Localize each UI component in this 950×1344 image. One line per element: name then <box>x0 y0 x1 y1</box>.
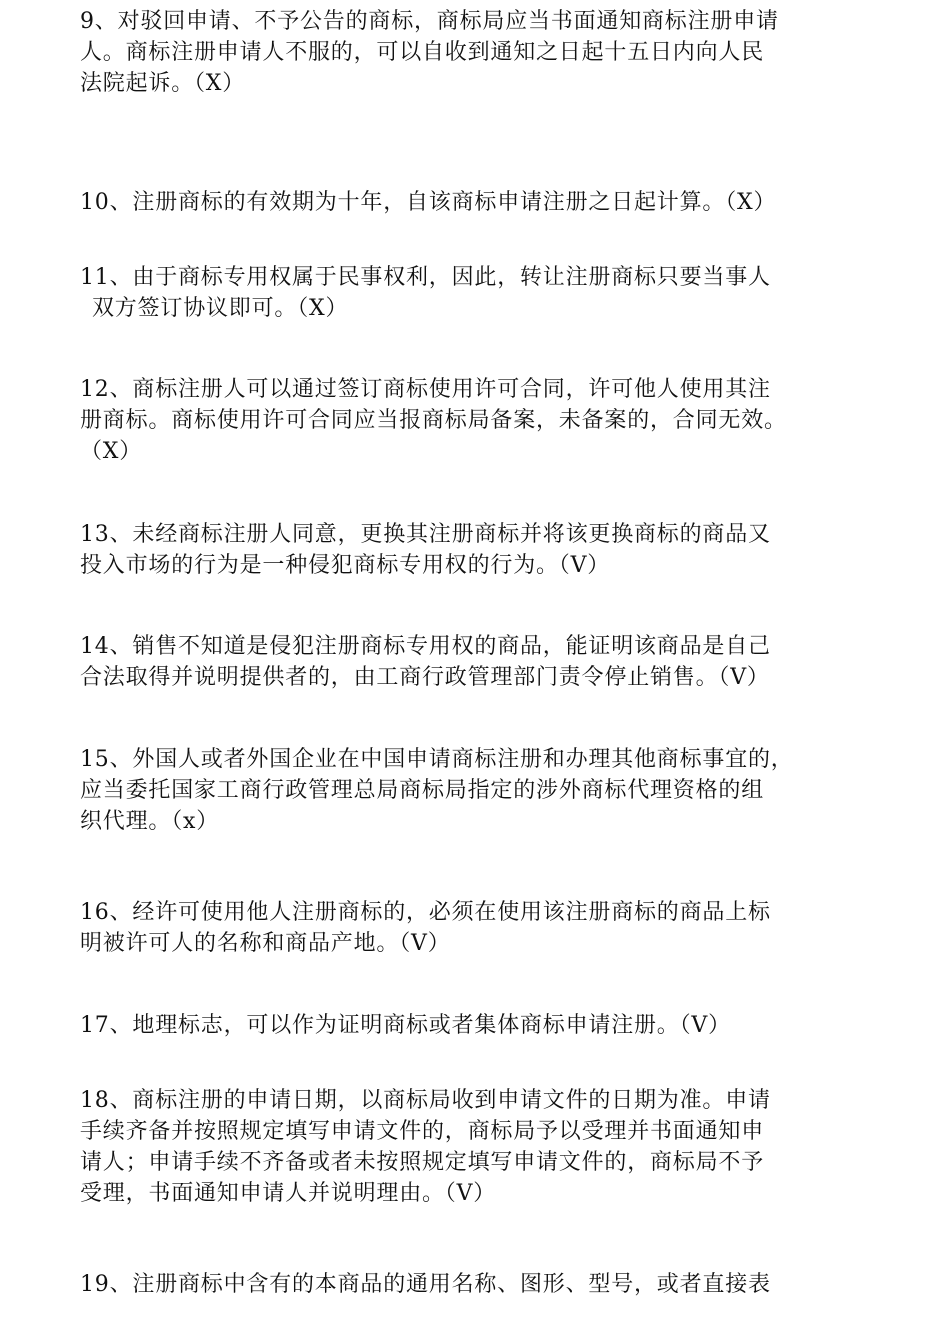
question-9 <box>80 6 900 99</box>
question-13 <box>80 519 900 581</box>
question-16 <box>80 897 900 959</box>
question-line: 13、未经商标注册人同意，更换其注册商标并将该更换商标的商品又 <box>80 522 771 547</box>
question-line: 请人；申请手续不齐备或者未按照规定填写申请文件的，商标局不予 <box>80 1150 765 1175</box>
question-line: 11、由于商标专用权属于民事权利，因此，转让注册商标只要当事人 <box>80 265 771 290</box>
question-line: 手续齐备并按照规定填写申请文件的，商标局予以受理并书面通知申 <box>80 1119 765 1144</box>
question-line: 投入市场的行为是一种侵犯商标专用权的行为。（V） <box>80 553 611 578</box>
question-line: 明被许可人的名称和商品产地。（V） <box>80 931 451 956</box>
question-line: 16、经许可使用他人注册商标的，必须在使用该注册商标的商品上标 <box>80 900 771 925</box>
question-19 <box>80 1269 900 1300</box>
question-line: 15、外国人或者外国企业在中国申请商标注册和办理其他商标事宜的， <box>80 747 794 772</box>
question-line: 受理，书面通知申请人并说明理由。（V） <box>80 1181 497 1206</box>
question-line: （X） <box>80 439 143 464</box>
question-line: 14、销售不知道是侵犯注册商标专用权的商品，能证明该商品是自己 <box>80 634 771 659</box>
question-line: 法院起诉。（X） <box>80 71 246 96</box>
question-line: 12、商标注册人可以通过签订商标使用许可合同，许可他人使用其注 <box>80 377 771 402</box>
question-line: 18、商标注册的申请日期，以商标局收到申请文件的日期为准。申请 <box>80 1088 771 1113</box>
question-line: 应当委托国家工商行政管理总局商标局指定的涉外商标代理资格的组 <box>80 778 765 803</box>
question-18 <box>80 1085 900 1209</box>
question-line: 双方签订协议即可。（X） <box>92 296 349 321</box>
question-line: 19、注册商标中含有的本商品的通用名称、图形、型号，或者直接表 <box>80 1272 771 1297</box>
question-line: 人。商标注册申请人不服的，可以自收到通知之日起十五日内向人民 <box>80 40 765 65</box>
question-line: 10、注册商标的有效期为十年，自该商标申请注册之日起计算。（X） <box>80 190 777 215</box>
question-line: 9、对驳回申请、不予公告的商标，商标局应当书面通知商标注册申请 <box>80 9 779 34</box>
question-11 <box>80 262 900 324</box>
question-10 <box>80 187 900 218</box>
question-15 <box>80 744 900 837</box>
question-17 <box>80 1010 900 1041</box>
question-line: 17、地理标志，可以作为证明商标或者集体商标申请注册。（V） <box>80 1013 731 1038</box>
question-line: 合法取得并说明提供者的，由工商行政管理部门责令停止销售。（V） <box>80 665 770 690</box>
question-12 <box>80 374 900 467</box>
question-line: 册商标。商标使用许可合同应当报商标局备案，未备案的，合同无效。 <box>80 408 787 433</box>
question-14 <box>80 631 900 693</box>
question-line: 织代理。（x） <box>80 809 220 834</box>
